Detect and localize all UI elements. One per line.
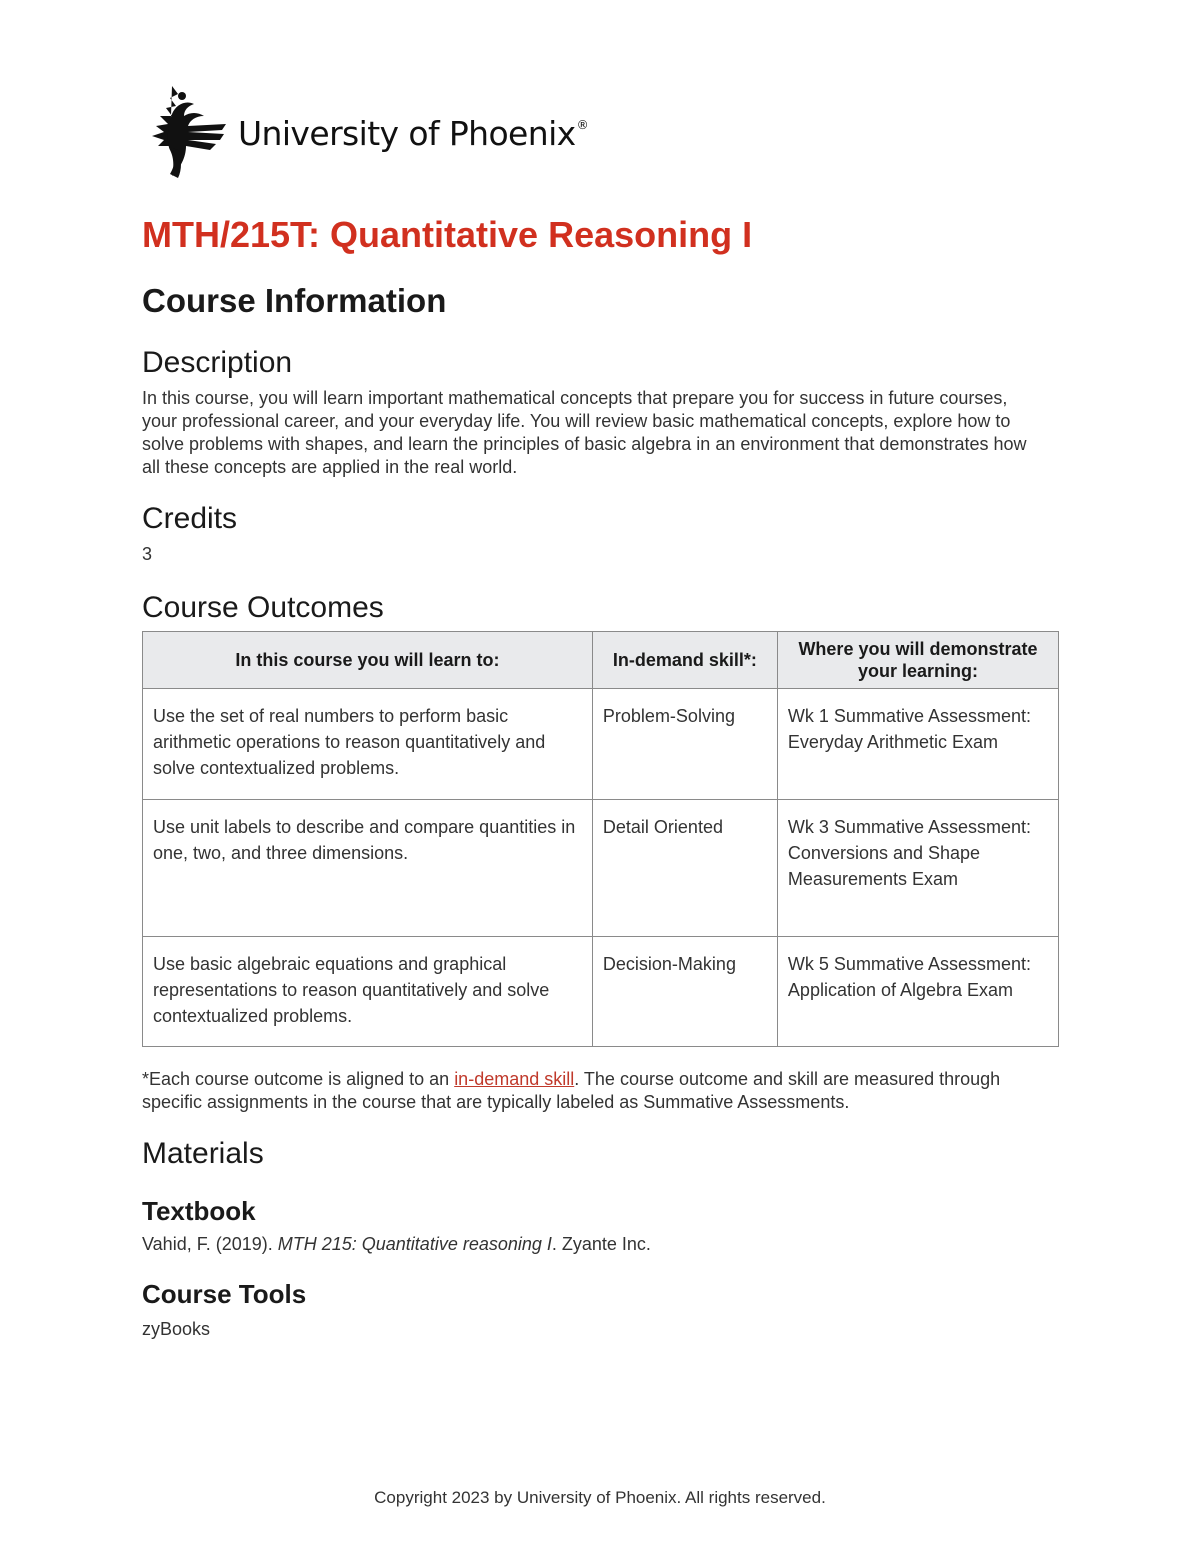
table-header-row <box>143 632 1059 689</box>
table-row <box>143 800 1059 937</box>
university-logo <box>142 84 588 180</box>
skill-cell: Detail Oriented <box>592 800 777 937</box>
credits-heading: Credits <box>142 502 238 535</box>
outcome-cell: Use unit labels to describe and compare quantities in one, two, and three dimensions. <box>143 800 593 937</box>
table-row <box>143 689 1059 800</box>
skill-alignment-note: *Each course outcome is aligned to an in-demand skill. The course outcome and skill are measured through specific assignments in the course that are typically labeled as Summative Assessments. <box>142 1069 1001 1112</box>
column-header-outcome: In this course you will learn to: <box>143 632 593 689</box>
course-information-heading: Course Information <box>142 282 447 319</box>
logo-wordmark: University of Phoenix® <box>238 113 588 153</box>
column-header-where: Where you will demonstrate your learning: <box>777 632 1058 689</box>
description-heading: Description <box>142 346 293 379</box>
in-demand-skill-link[interactable]: in-demand skill <box>454 1069 575 1089</box>
skill-cell: Problem-Solving <box>592 689 777 800</box>
outcome-cell: Use the set of real numbers to perform basic arithmetic operations to reason quantitatively and solve contextualized problems. <box>143 689 593 800</box>
course-tools-heading: Course Tools <box>142 1279 307 1309</box>
table-row <box>143 937 1059 1047</box>
textbook-title: MTH 215: Quantitative reasoning I <box>277 1234 552 1254</box>
course-outcomes-table <box>142 631 1059 1047</box>
outcome-cell: Use basic algebraic equations and graphical representations to reason quantitatively and solve contextualized problems. <box>143 937 593 1047</box>
column-header-skill: In-demand skill*: <box>592 632 777 689</box>
course-title: MTH/215T: Quantitative Reasoning I <box>142 214 753 255</box>
copyright-footer: Copyright 2023 by University of Phoenix. All rights reserved. <box>374 1488 826 1507</box>
description-text: In this course, you will learn important mathematical concepts that prepare you for success in future courses, your professional career, and your everyday life. You will review basic mathematical concepts, explore how to solve problems with shapes, and learn the principles of basic algebra in an environment that demonstrates how all these concepts are applied in the real world. <box>142 388 1027 477</box>
materials-heading: Materials <box>142 1137 264 1170</box>
phoenix-bird-icon <box>142 84 226 180</box>
assessment-cell: Wk 1 Summative Assessment: Everyday Arithmetic Exam <box>777 689 1058 800</box>
credits-value: 3 <box>142 544 153 564</box>
assessment-cell: Wk 5 Summative Assessment: Application of Algebra Exam <box>777 937 1058 1047</box>
course-outcomes-heading: Course Outcomes <box>142 591 384 624</box>
skill-cell: Decision-Making <box>592 937 777 1047</box>
course-tools-value: zyBooks <box>142 1319 211 1339</box>
textbook-citation: Vahid, F. (2019). MTH 215: Quantitative reasoning I. Zyante Inc. <box>142 1234 651 1254</box>
textbook-heading: Textbook <box>142 1196 256 1226</box>
assessment-cell: Wk 3 Summative Assessment: Conversions and Shape Measurements Exam <box>777 800 1058 937</box>
